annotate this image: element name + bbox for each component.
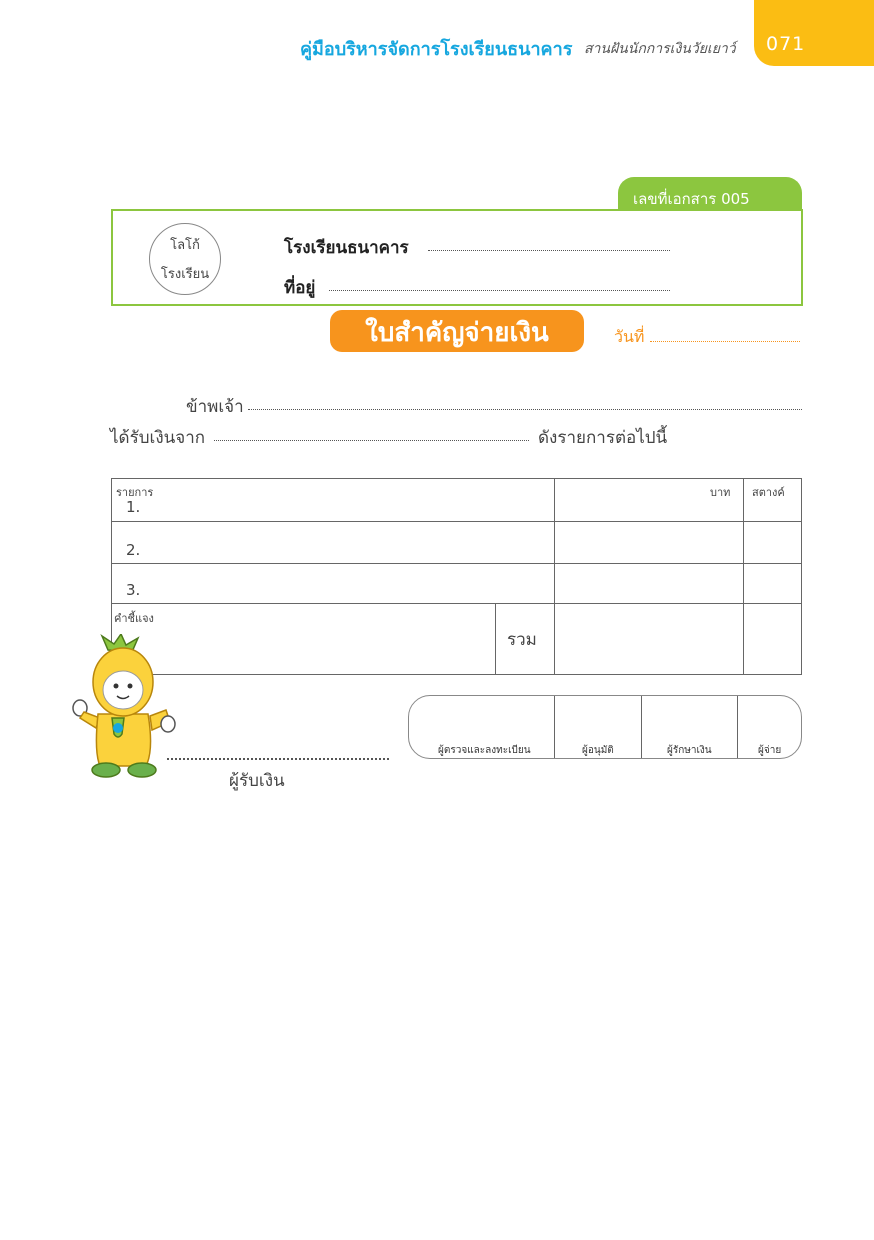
- header-subtitle: สานฝันนักการเงินวัยเยาว์: [584, 41, 736, 57]
- table-row-3-number: 3.: [126, 581, 141, 599]
- received-from-blank[interactable]: [214, 439, 529, 441]
- date-label: วันที่: [614, 327, 645, 346]
- approver-signature-label: ผู้อนุมัติ: [582, 745, 614, 756]
- total-label: รวม: [507, 630, 537, 650]
- col-items-header: รายการ: [116, 486, 154, 499]
- date-blank[interactable]: [650, 340, 800, 342]
- received-from-label: ได้รับเงินจาก: [110, 428, 206, 448]
- payer-line-label: ข้าพเจ้า: [186, 397, 244, 417]
- col-satang-header: สตางค์: [752, 486, 785, 499]
- school-name-label: โรงเรียนธนาคาร: [284, 238, 409, 258]
- table-row-2-number: 2.: [126, 541, 141, 559]
- receiver-label: ผู้รับเงิน: [229, 771, 285, 791]
- table-row-1-number: 1.: [126, 498, 141, 516]
- items-follow-label: ดังรายการต่อไปนี้: [538, 428, 668, 448]
- payer-signature-label: ผู้จ่าย: [758, 745, 782, 756]
- address-blank[interactable]: [329, 289, 670, 291]
- doc-number-label: เลขที่เอกสาร 005: [633, 190, 750, 208]
- col-baht-header: บาท: [710, 486, 731, 499]
- treasurer-signature-label: ผู้รักษาเงิน: [667, 745, 712, 756]
- document-title: ใบสำคัญจ่ายเงิน: [365, 318, 549, 348]
- payment-items-table: [111, 478, 802, 675]
- logo-text-line1: โลโก้: [170, 238, 200, 253]
- pineapple-mascot-illustration: [66, 634, 176, 780]
- logo-text-line2: โรงเรียน: [160, 267, 210, 282]
- checker-signature-label: ผู้ตรวจและลงทะเบียน: [438, 745, 531, 756]
- receiver-signature-blank[interactable]: [167, 758, 389, 760]
- address-label: ที่อยู่: [284, 278, 316, 298]
- header-title: คู่มือบริหารจัดการโรงเรียนธนาคาร: [300, 39, 573, 60]
- payer-name-blank[interactable]: [248, 408, 802, 410]
- school-name-blank[interactable]: [428, 249, 670, 251]
- page-number: 071: [766, 33, 806, 55]
- remarks-label: คำชี้แจง: [114, 612, 154, 625]
